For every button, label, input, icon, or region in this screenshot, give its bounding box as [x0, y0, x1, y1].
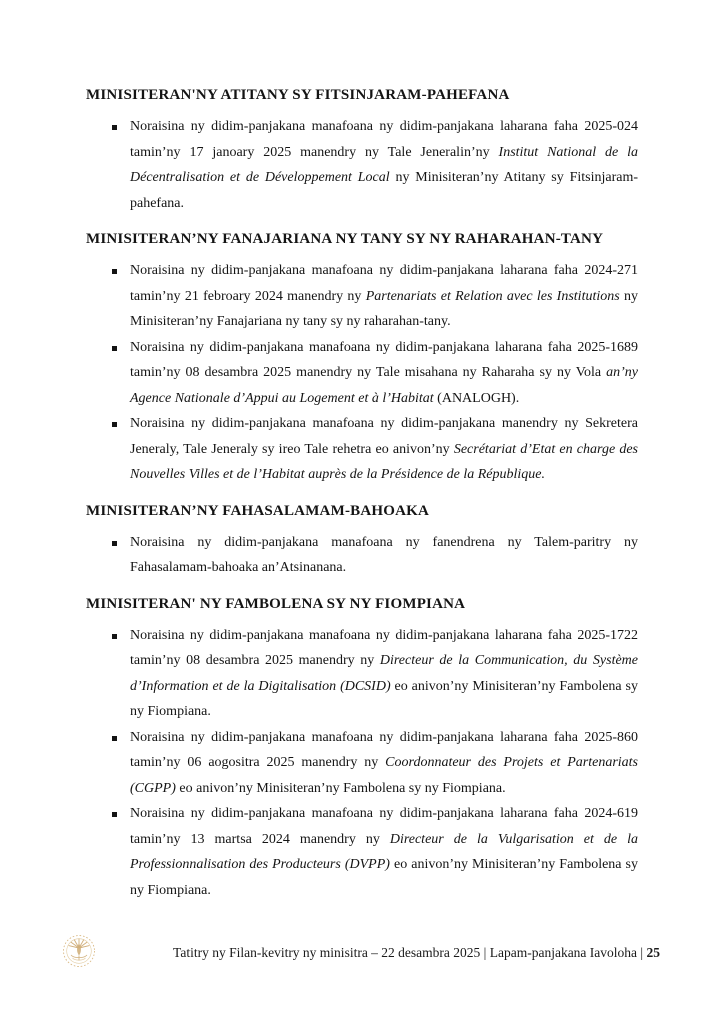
decision-text	[130, 335, 638, 412]
text-segment: Noraisina ny didim-panjakana manafoana ny didim-panjakana laharana faha 2024-271 tamin’ny 21 febroary 2024 manendry ny	[130, 263, 638, 304]
text-segment: ny Minisiteran’ny Fanajariana ny tany sy ny raharahan-tany.	[130, 288, 638, 329]
decision-text	[130, 623, 638, 725]
text-segment: eo anivon’ny Minisiteran’ny Fambolena sy ny Fiompiana.	[130, 857, 638, 898]
text-segment: Noraisina ny didim-panjakana manafoana ny didim-panjakana laharana faha 2025-024 tamin’ny 17 janoary 2025 manendry ny Tale Jeneralin’ny	[130, 119, 638, 160]
presidential-seal-icon	[60, 932, 98, 974]
text-segment-italic: Secrétariat d’Etat en charge des Nouvelles Villes et de l’Habitat auprès de la Présidence de la République.	[130, 441, 639, 482]
decision-text	[130, 411, 638, 488]
bullet-icon	[112, 736, 117, 741]
section-fambolena	[86, 595, 638, 904]
section-fahasalamana	[86, 502, 638, 581]
bullet-icon	[112, 125, 117, 130]
list-item	[86, 623, 638, 725]
text-segment: eo anivon’ny Minisiteran’ny Fambolena sy ny Fiompiana.	[175, 780, 506, 796]
decision-list	[86, 530, 638, 581]
text-segment: Noraisina ny didim-panjakana manafoana ny fanendrena ny Talem-paritry ny Fahasalamam-bahoaka an’Atsinanana.	[130, 534, 638, 575]
text-segment: Noraisina ny didim-panjakana manafoana ny didim-panjakana laharana faha 2025-1722 tamin’ny 08 desambra 2025 manendry ny	[130, 627, 638, 668]
bullet-icon	[112, 541, 117, 546]
bullet-icon	[112, 634, 117, 639]
text-segment: Noraisina ny didim-panjakana manafoana ny didim-panjakana laharana faha 2024-619 tamin’ny 13 martsa 2024 manendry ny	[130, 806, 638, 847]
text-segment: ny Minisiteran’ny Atitany sy Fitsinjaram-pahefana.	[130, 170, 638, 211]
text-segment-italic: Partenariats et Relation avec les Institutions	[365, 288, 620, 304]
text-segment: Noraisina ny didim-panjakana manafoana ny didim-panjakana laharana faha 2025-1689 tamin’ny 08 desambra 2025 manendry ny Tale misahana ny Raharaha sy ny Vola	[130, 339, 638, 380]
section-heading: MINISITERAN’NY FANAJARIANA NY TANY SY NY RAHARAHAN-TANY	[86, 231, 604, 247]
list-item	[86, 114, 638, 216]
decision-text	[130, 258, 638, 335]
list-item	[86, 411, 638, 488]
bullet-icon	[112, 422, 117, 427]
text-segment: eo anivon’ny Minisiteran’ny Fambolena sy ny Fiompiana.	[130, 678, 638, 719]
text-segment-italic: Directeur de la Communication, du Système d’Information et de la Digitalisation (DCSID)	[130, 653, 639, 694]
decision-list	[86, 114, 638, 216]
decision-text	[130, 801, 638, 903]
section-heading: MINISITERAN' NY FAMBOLENA SY NY FIOMPIANA	[86, 595, 466, 612]
text-segment-italic: Institut National de la Décentralisation et de Développement Local	[130, 144, 639, 185]
footer-text	[98, 944, 660, 962]
text-segment-italic: an’ny Agence Nationale d’Appui au Logement et à l’Habitat	[130, 365, 638, 406]
text-segment-italic: Coordonnateur des Projets et Partenariats (CGPP)	[130, 755, 639, 796]
list-item	[86, 258, 638, 335]
list-item	[86, 530, 638, 581]
list-item	[86, 725, 638, 802]
decision-list	[86, 258, 638, 488]
section-heading: MINISITERAN’NY FAHASALAMAM-BAHOAKA	[86, 502, 430, 519]
list-item	[86, 335, 638, 412]
list-item	[86, 801, 638, 903]
text-segment: Noraisina ny didim-panjakana manafoana ny didim-panjakana manendry ny Sekretera Jeneraly, Tale Jeneraly sy ireo Tale rehetra eo anivon’ny	[130, 416, 638, 457]
bullet-icon	[112, 346, 117, 351]
section-heading: MINISITERAN'NY ATITANY SY FITSINJARAM-PAHEFANA	[86, 87, 510, 103]
decision-text	[130, 530, 638, 581]
section-atitany	[86, 86, 638, 216]
section-fanajariana	[86, 230, 638, 488]
text-segment: (ANALOGH).	[433, 390, 520, 406]
bullet-icon	[112, 269, 117, 274]
bullet-icon	[112, 812, 117, 817]
text-segment-italic: Directeur de la Vulgarisation et de la Professionnalisation des Producteurs (DVPP)	[130, 831, 638, 872]
decision-text	[130, 114, 638, 216]
footer-label: Tatitry ny Filan-kevitry ny minisitra – 22 desambra 2025 | Lapam-panjakana Iavoloha |	[173, 945, 647, 960]
decision-text	[130, 725, 638, 802]
page-footer	[60, 932, 660, 974]
text-segment: Noraisina ny didim-panjakana manafoana ny didim-panjakana laharana faha 2025-860 tamin’ny 06 aogositra 2025 manendry ny	[130, 729, 638, 770]
page-number: 25	[646, 945, 660, 960]
decision-list	[86, 623, 638, 904]
